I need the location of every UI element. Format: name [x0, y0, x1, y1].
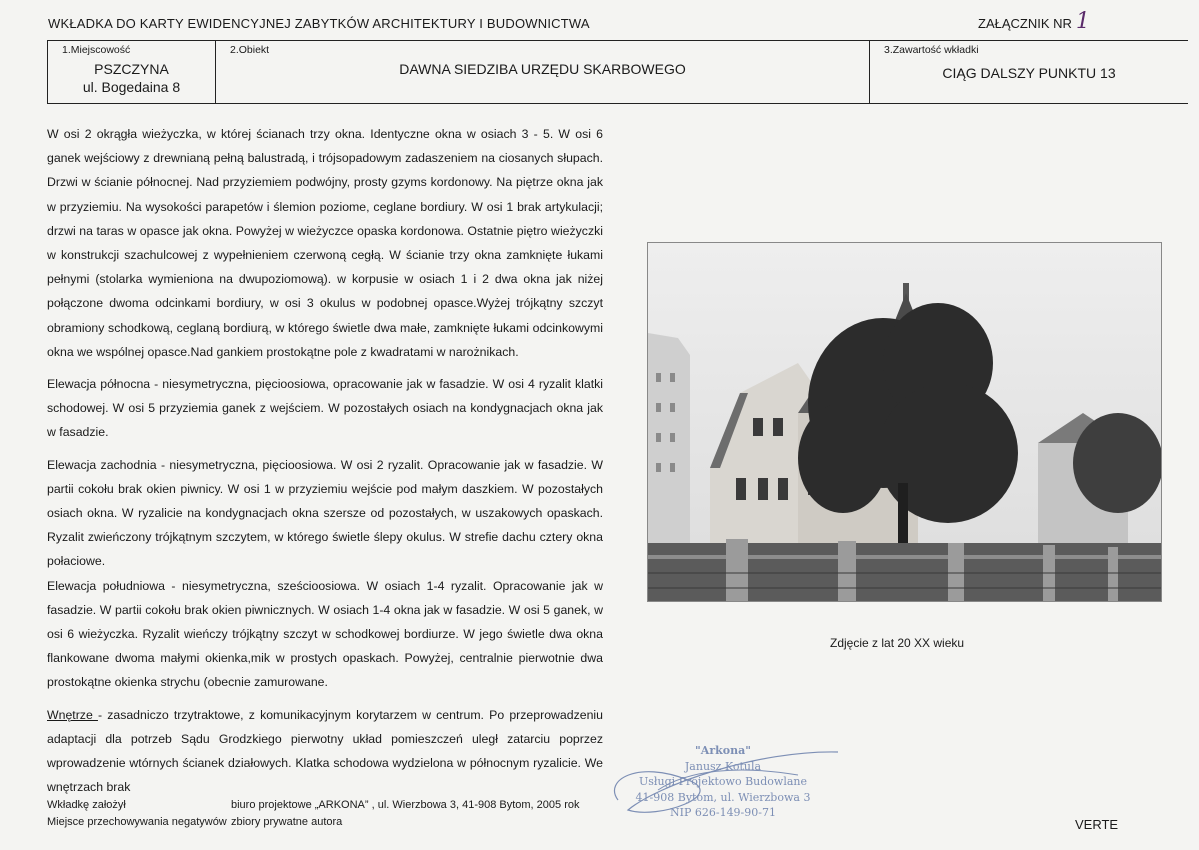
negatives-label: Miejsce przechowywania negatywów	[47, 816, 227, 828]
verte-label: VERTE	[1075, 817, 1119, 832]
stamp-line-2: Janusz Kotula	[684, 760, 762, 773]
object-cell	[216, 41, 870, 103]
paragraph-west-elevation: Elewacja zachodnia - niesymetryczna, pięcioosiowa. W osi 2 ryzalit. Opracowanie jak w fasadzie. W partii cokołu brak okien piwnicy. W osi 1 w przyziemiu wejście pod małym daszkiem. W pozostałych osiach okna. W ryzalicie na kondygnacjach okna szersze od pozostałych, w uszakowych opaskach. Ryzalit zwieńczony trójkątnym szczytem, w którego świetle ślepy okulus. W strefie dachu cztery okna połaciowe.	[47, 457, 603, 569]
photo-caption: Zdjęcie z lat 20 XX wieku	[830, 636, 965, 650]
attachment-number	[978, 9, 1090, 34]
description-text	[47, 122, 603, 807]
paragraph-south-elevation: Elewacja południowa - niesymetryczna, sześcioosiowa. W osiach 1-4 ryzalit. Opracowanie jak w fasadzie. W partii cokołu brak okien piwnicznych. W osiach 1-4 okna jak w fasadzie. W osi 5 ganek, w osi 6 wieżyczka. Ryzalit wieńczy trójkątny szczyt w schodkowej bordiurze. W jego świetle dwa okna flankowane dwoma małymi okienka,mik w prostych opaskach. Powyżej, centralnie pierwotnie dwa prostokątne okienka strychu (obecnie zamurowane.	[47, 578, 603, 690]
locality-label: 1.Miejscowość	[62, 44, 131, 56]
object-label: 2.Obiekt	[230, 44, 270, 56]
content-label: 3.Zawartość wkładki	[884, 44, 979, 56]
stamp-line-1: "Arkona"	[695, 744, 751, 757]
footer-labels	[47, 797, 227, 831]
paragraph-facade: W osi 2 okrągła wieżyczka, w której ścianach trzy okna. Identyczne okna w osiach 3 - 5. W osi 6 ganek wejściowy z drewnianą pełną balustradą, i trójsopadowym zadaszeniem na ciosanych słupach. Drzwi w ścianie północnej. Nad przyziemiem podwójny, prosty gzyms kordonowy. Na piętrze okna jak w przyziemiu. Na wysokości parapetów i ślemion poziome, ceglane bordiury. W osi 1 brak artykulacji; drzwi na taras w opasce jak okna. Powyżej w wieżyczce opaska kordonowa. Ostatnie piętro wieżyczki w konstrukcji szachulcowej z wypełnieniem czerwoną cegłą. W ścianie trzy okna zamknięte łukami pełnymi (stolarka wymieniona na dwupoziomową). w korpusie w osiach 1 i 2 dwa okna jak niżej połączone dwoma odcinkami bordiury, w osi 3 okulus w podobnej opasce.Wyżej trójkątny szczyt obramiony schodkową, ceglaną bordiurą, w którego świetle dwa małe, zamknięte łukami odcinkowymi okna we wspólnej opasce.Nad gankiem prostokątne pole z kwadratami w narożnikach.	[47, 127, 603, 359]
stamp-line-5: NIP 626-149-90-71	[669, 806, 776, 819]
footer-values	[231, 797, 579, 831]
header-fields-table	[47, 40, 1188, 104]
company-stamp	[598, 740, 848, 825]
historic-photo	[647, 242, 1162, 602]
stamp-line-3: Usługi Projektowo Budowlane	[639, 775, 807, 788]
locality-value	[48, 60, 215, 96]
attachment-number-handwritten: 1	[1075, 9, 1090, 34]
locality-cell	[48, 41, 216, 103]
content-value: CIĄG DALSZY PUNKTU 13	[942, 65, 1116, 81]
locality-town: PSZCZYNA	[94, 61, 169, 77]
stamp-line-4: 41-908 Bytom, ul. Wierzbowa 3	[635, 791, 811, 804]
paragraph-north-elevation: Elewacja północna - niesymetryczna, pięcioosiowa, opracowanie jak w fasadzie. W osi 4 ryzalit klatki schodowej. W osi 5 przyziemia ganek z wejściem. W pozostałych osiach na kondygnacjach okna jak w fasadzie.	[47, 377, 603, 440]
document-title: WKŁADKA DO KARTY EWIDENCYJNEJ ZABYTKÓW ARCHITEKTURY I BUDOWNICTWA	[48, 16, 590, 31]
paragraph-interior	[47, 703, 603, 800]
content-cell	[870, 41, 1188, 103]
negatives-value-row	[231, 814, 579, 831]
interior-heading: Wnętrze	[47, 707, 98, 722]
attachment-label: ZAŁĄCZNIK NR	[978, 16, 1072, 31]
interior-text: - zasadniczo trzytraktowe, z komunikacyjnym korytarzem w centrum. Po przeprowadzeniu adaptacji dla potrzeb Sądu Grodzkiego pierwotny układ pomieszczeń uległ zatarciu poprzez wprowadzenie wtórnych ścianek działowych. Klatka schodowa wydzielona w północnym ryzalicie. We wnętrzach brak	[47, 707, 603, 795]
author-value: biuro projektowe „ARKONA” , ul. Wierzbowa 3, 41-908 Bytom, 2005 rok	[231, 799, 580, 811]
locality-street: ul. Bogedaina 8	[82, 79, 181, 95]
author-label: Wkładkę założył	[47, 799, 126, 811]
negatives-value: zbiory prywatne autora	[231, 816, 343, 828]
object-value: DAWNA SIEDZIBA URZĘDU SKARBOWEGO	[399, 61, 686, 77]
villa-photo-illustration	[648, 243, 1161, 601]
